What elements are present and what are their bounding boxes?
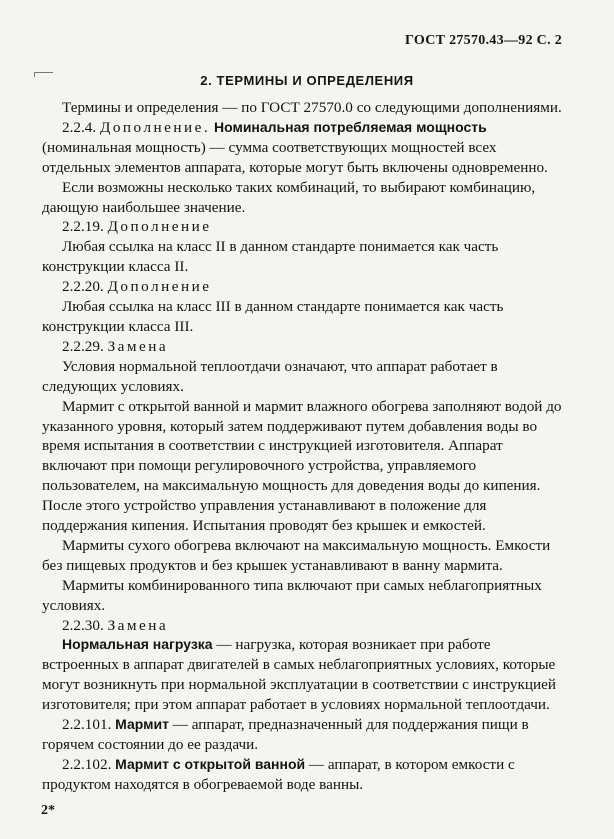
clause-2-2-4 <box>42 118 562 178</box>
clause-2-2-20-text: Любая ссылка на класс III в данном стандарте понимается как часть конструкции класса III. <box>42 298 504 335</box>
clause-number: 2.2.20. <box>62 278 104 296</box>
clause-number: 2.2.19. <box>62 218 104 236</box>
clause-number: 2.2.101. <box>62 716 112 734</box>
clause-2-2-101 <box>42 715 562 755</box>
section-title: 2. ТЕРМИНЫ И ОПРЕДЕЛЕНИЯ <box>200 73 414 88</box>
clause-2-2-19-text: Любая ссылка на класс II в данном стандарте понимается как часть конструкции класса II. <box>42 238 499 276</box>
clause-label: Замена <box>107 616 169 634</box>
clause-number: 2.2.4. <box>62 118 97 136</box>
clause-2-2-30-text <box>42 635 562 715</box>
clause-number: 2.2.29. <box>62 337 104 355</box>
clause-2-2-29-p4: Мармиты комбинированного типа включают при самых неблагоприятных условиях. <box>42 576 542 614</box>
term-rated-power: Номинальная потребляемая мощность <box>213 118 487 135</box>
clause-number: 2.2.102. <box>62 755 112 773</box>
term-open-bath-marmite: Мармит с открытой ванной <box>115 755 306 772</box>
clause-text: — нагрузка, которая возникает при работе встроенных в аппарат двигателей в самых неблагоприятных условиях, которые могут возникнуть при нормальной эксплуатации в соответствии с инструкцией изготовителя; при этом аппарат работает в условиях нормальной теплоотдачи. <box>42 636 556 714</box>
page-number: 2* <box>41 803 55 818</box>
clause-text: (номинальная мощность) — сумма соответствующих мощностей всех отдельных элементов аппарата, которые могут быть включены одновременно. <box>42 138 548 176</box>
clause-2-2-20-heading <box>42 277 562 297</box>
standard-header: ГОСТ 27570.43—92 С. 2 <box>405 33 562 48</box>
clause-label: Дополнение <box>107 218 212 236</box>
body-text <box>42 98 562 795</box>
clause-2-2-29-heading <box>42 337 562 357</box>
clause-2-2-102 <box>42 755 562 795</box>
clause-2-2-29-p1: Условия нормальной теплоотдачи означают, что аппарат работает в следующих условиях. <box>42 357 498 395</box>
term-normal-load: Нормальная нагрузка <box>62 636 213 653</box>
clause-label: Дополнение. <box>99 118 211 136</box>
clause-label: Замена <box>107 337 169 355</box>
clause-text: — аппарат, в котором емкости с продуктом находятся в обогреваемой воде ванны. <box>42 755 515 793</box>
clause-2-2-30-heading <box>42 616 562 636</box>
clause-number: 2.2.30. <box>62 616 104 634</box>
clause-2-2-4-p2: Если возможны несколько таких комбинаций, то выбирают комбинацию, дающую наибольшее значение. <box>42 178 536 216</box>
clause-2-2-29-p2: Мармит с открытой ванной и мармит влажного обогрева заполняют водой до указанного уровня, который затем поддерживают путем добавления воды во время испытания в соответствии с инструкцией изготовителя. Аппарат включают при помощи регулировочного устройства, управляемого пользователем, на максимальную мощность для доведения воды до кипения. После этого устройство управления устанавливают в положение для поддержания кипения. Испытания проводят без крышек и емкостей. <box>42 397 562 535</box>
intro-paragraph: Термины и определения — по ГОСТ 27570.0 со следующими дополнениями. <box>62 99 562 116</box>
clause-label: Дополнение <box>107 278 212 296</box>
clause-2-2-29-p3: Мармиты сухого обогрева включают на максимальную мощность. Емкости без пищевых продуктов и без крышек устанавливают в ванну мармита. <box>42 536 551 574</box>
term-marmite: Мармит <box>115 716 169 733</box>
clause-2-2-19-heading <box>42 217 562 237</box>
clause-text: — аппарат, предназначенный для поддержания пищи в горячем состоянии до ее раздачи. <box>42 716 529 753</box>
